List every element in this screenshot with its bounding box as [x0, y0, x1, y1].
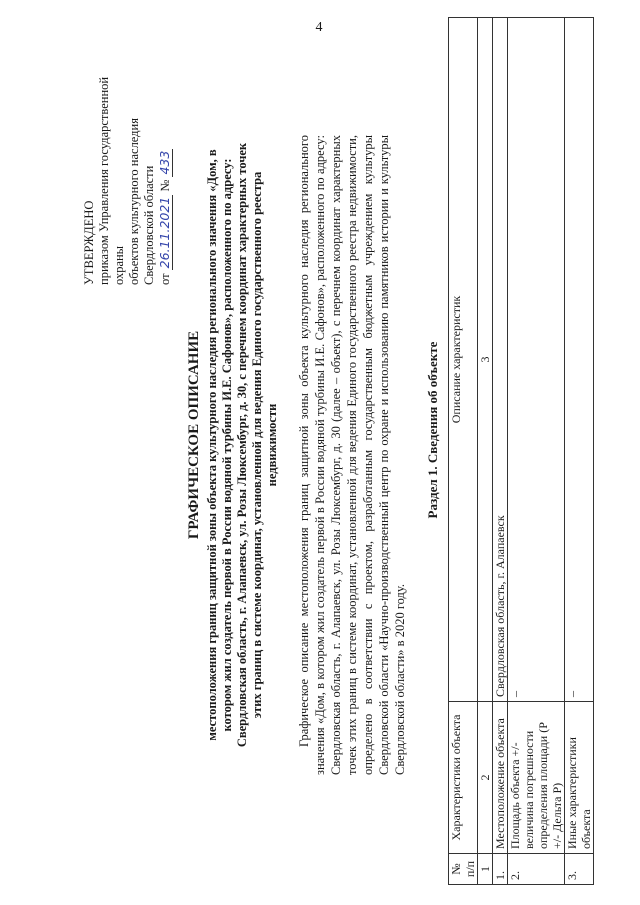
column-number: 2	[478, 702, 493, 854]
row-characteristic: Иные характеристики объекта	[565, 702, 594, 854]
document-title: ГРАФИЧЕСКОЕ ОПИСАНИЕ	[186, 330, 202, 540]
approval-line-2: объектов культурного наследия	[127, 118, 141, 285]
row-characteristic: Площадь объекта +/- величина погрешности определения площади (Р +/- Дельта Р)	[508, 702, 565, 854]
handwritten-date: 26.11.2021	[157, 196, 172, 269]
table-row	[508, 18, 565, 885]
date-prefix: от	[158, 273, 172, 285]
body-paragraph	[296, 135, 408, 775]
header-characteristic: Характеристики объекта	[449, 702, 478, 854]
row-description: –	[508, 18, 565, 702]
row-description: Свердловская область, г. Алапаевск	[493, 18, 508, 702]
row-number: 1.	[493, 854, 508, 885]
approval-line-3: Свердловской области	[142, 165, 156, 285]
page-number: 4	[315, 20, 323, 35]
document-subtitle: местоположения границ защитной зоны объекта культурного наследия регионального значения «Дом, в котором жил создатель первой в России водяной турбины И.Е. Сафонов», расположенного по адресу: Свердловская область, г. Алапаевск, ул. Розы Люксембург, д. 30, с перечнем координат характерных точек этих границ в системе координат, установленной для ведения Единого государственного реестра недвижимости	[205, 142, 279, 748]
header-description: Описание характеристик	[449, 18, 478, 702]
number-prefix: №	[158, 179, 172, 192]
table-column-numbers-row	[478, 18, 493, 885]
approval-heading: УТВЕРЖДЕНО	[82, 200, 96, 285]
column-number: 3	[478, 18, 493, 702]
header-number: № п/п	[449, 854, 478, 885]
column-number: 1	[478, 854, 493, 885]
approval-line-1: приказом Управления государственной охраны	[97, 76, 126, 285]
approval-stamp	[82, 35, 173, 285]
body-text: Графическое описание местоположения границ защитной зоны объекта культурного наследия регионального значения «Дом, в котором жил создатель первой в России водяной турбины И.Е. Сафонов», расположенного по адресу: Свердловская область, г. Алапаевск, ул. Розы Люксембург, д. 30 (далее – объект), с перечнем координат характерных точек этих границ в системе координат, установленной для ведения Единого государственного реестра недвижимости, определено в соответствии с проектом, разработанным государственным бюджетным учреждением культуры Свердловской области «Научно-производственный центр по охране и использованию памятников истории и культуры Свердловской области» в 2020 году.	[297, 135, 407, 775]
row-number: 3.	[565, 854, 594, 885]
object-info-table	[448, 17, 594, 885]
table-row	[565, 18, 594, 885]
section-heading: Раздел 1. Сведения об объекте	[425, 341, 440, 519]
row-number: 2.	[508, 854, 565, 885]
approval-date-line	[157, 35, 173, 285]
handwritten-number: 433	[157, 150, 172, 175]
row-characteristic: Местоположение объекта	[493, 702, 508, 854]
table-row	[493, 18, 508, 885]
table-header-row	[449, 18, 478, 885]
row-description: –	[565, 18, 594, 702]
